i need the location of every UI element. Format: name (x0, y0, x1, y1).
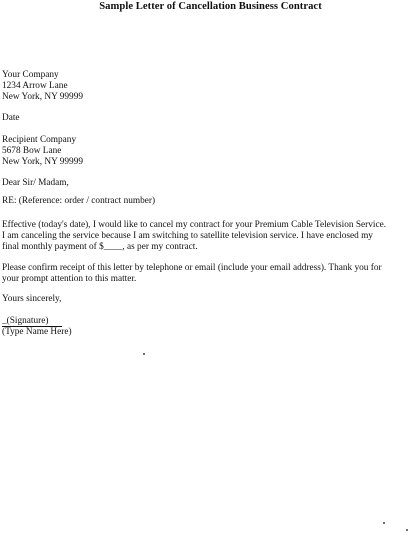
salutation: Dear Sir/ Madam, (2, 178, 69, 188)
scan-speck (143, 353, 145, 355)
recipient-street: 5678 Bow Lane (2, 146, 62, 157)
body-paragraph-2 (2, 263, 401, 285)
document-title: Sample Letter of Cancellation Business Contract (99, 1, 322, 12)
signature-line: _(Signature) (2, 316, 62, 327)
salutation-block (2, 178, 401, 189)
sender-name: Your Company (2, 70, 59, 80)
paragraph-1-line: final monthly payment of $____, as per my contract. (2, 242, 198, 253)
recipient-name: Recipient Company (2, 135, 77, 145)
signature-block (2, 316, 401, 338)
sender-city: New York, NY 99999 (2, 92, 84, 103)
paragraph-2-line: your prompt attention to this matter. (2, 274, 137, 285)
recipient-address (2, 135, 401, 169)
scan-speck (383, 522, 385, 524)
closing: Yours sincerely, (2, 294, 62, 304)
scan-speck (406, 529, 408, 531)
recipient-city: New York, NY 99999 (2, 157, 84, 168)
date-block (2, 113, 401, 124)
paragraph-2-line: Please confirm receipt of this letter by telephone or email (include your email address). Thank you for (2, 263, 382, 273)
closing-block (2, 294, 401, 305)
date-label: Date (2, 113, 20, 123)
reference-line: RE: (Reference: order / contract number) (2, 196, 156, 206)
paragraph-1-line: Effective (today's date), I would like to cancel my contract for your Premium Cable Television Service. (2, 220, 387, 230)
sender-address (2, 70, 401, 104)
body-paragraph-1 (2, 220, 401, 254)
paragraph-1-line: I am canceling the service because I am switching to satellite television service. I have enclosed my (2, 231, 373, 242)
typed-name: (Type Name Here) (2, 327, 72, 338)
sender-street: 1234 Arrow Lane (2, 81, 68, 92)
reference-block (2, 196, 401, 207)
